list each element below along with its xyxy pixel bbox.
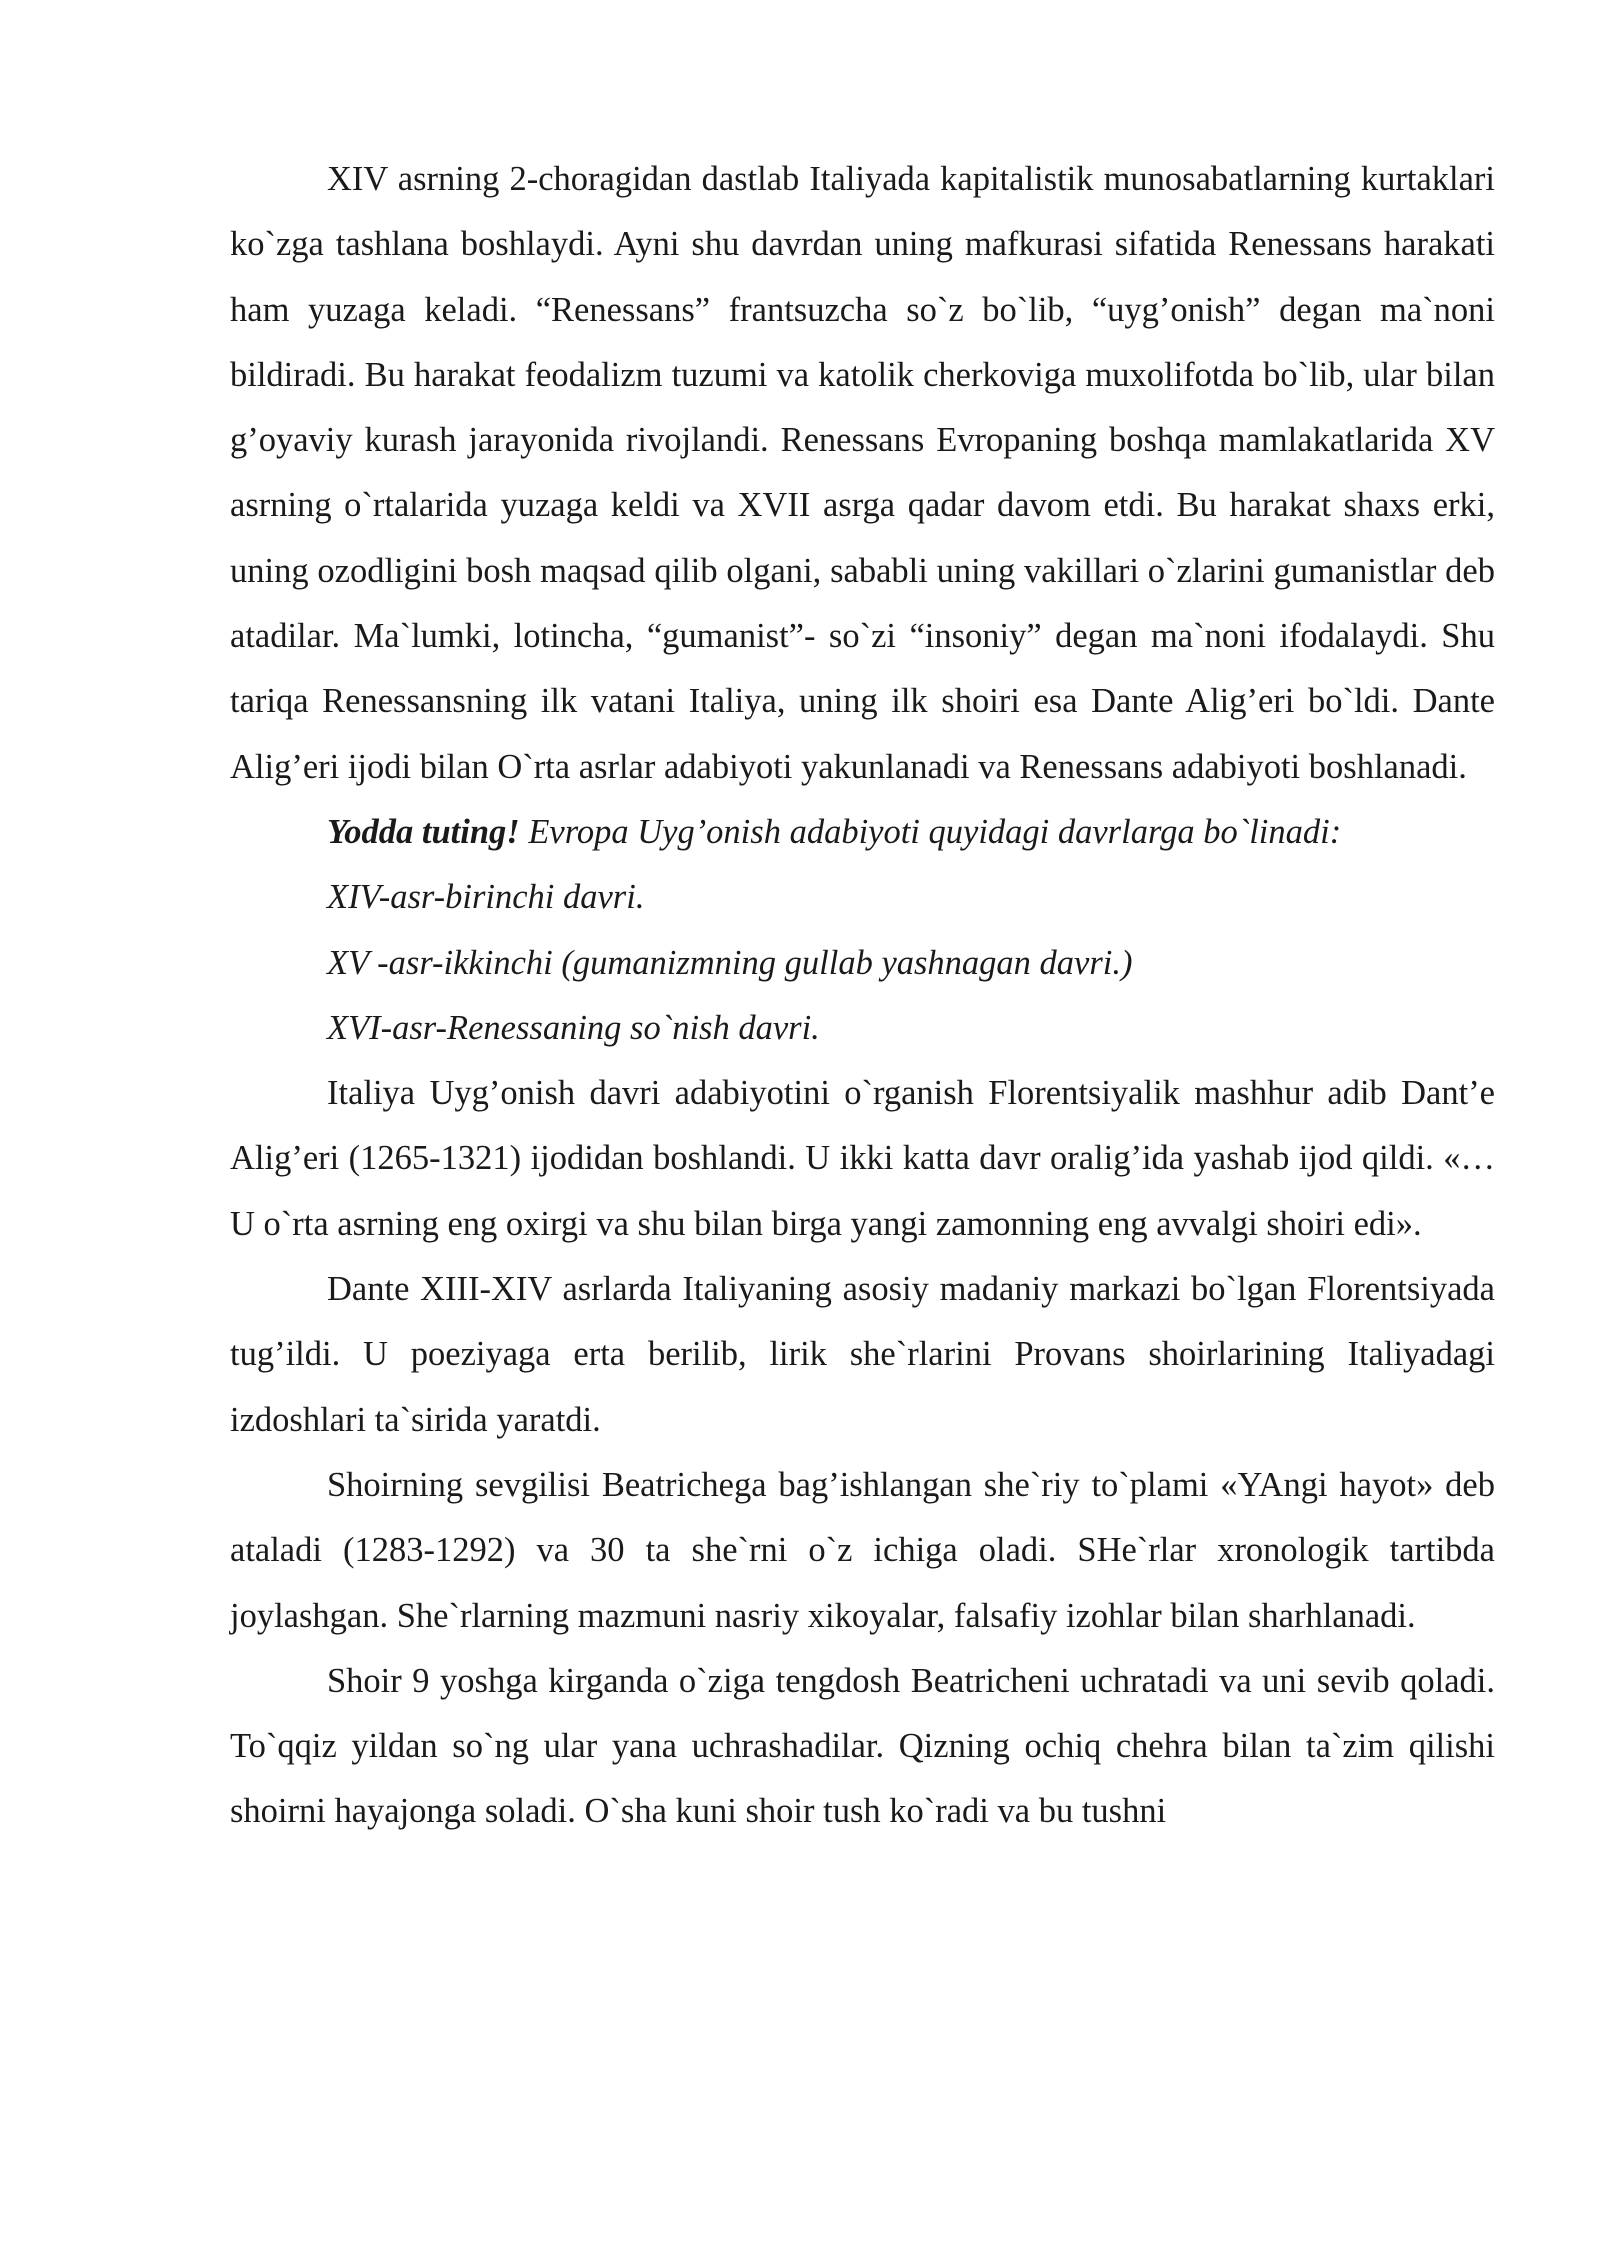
paragraph-beatrice: Shoir 9 yoshga kirganda o`ziga tengdosh Beatricheni uchratadi va uni sevib qoladi. To`qqiz yildan so`ng ular yana uchrashadilar. Qizning ochiq chehra bilan ta`zim qilishi shoirni hayajonga soladi. O`sha kuni shoir tush ko`radi va bu tushni	[230, 1661, 1495, 1831]
note-paragraph	[230, 800, 1495, 865]
paragraph-dante-intro: Italiya Uyg’onish davri adabiyotini o`rganish Florentsiyalik mashhur adib Dant’e Alig’eri (1265-1321) ijodidan boshlandi. U ikki katta davr oralig’ida yashab ijod qildi. «… U o`rta asrning eng oxirgi va shu bilan birga yangi zamonning eng avvalgi shoiri edi».	[230, 1074, 1495, 1243]
document-body	[230, 147, 1495, 1845]
period-item: XVI-asr-Renessaning so`nish davri.	[327, 1008, 820, 1047]
period-item: XIV-asr-birinchi davri.	[327, 878, 645, 917]
note-label: Yodda tuting!	[327, 812, 520, 851]
paragraph-renaissance-origin: XIV asrning 2-choragidan dastlab Italiyada kapitalistik munosabatlarning kurtaklari ko`zga tashlana boshlaydi. Ayni shu davrdan uning mafkurasi sifatida Renessans harakati ham yuzaga keladi. “Renessans” frantsuzcha so`z bo`lib, “uyg’onish” degan ma`noni bildiradi. Bu harakat feodalizm tuzumi va katolik cherkoviga muxolifotda bo`lib, ular bilan g’oyaviy kurash jarayonida rivojlandi. Renessans Evropaning boshqa mamlakatlarida XV asrning o`rtalarida yuzaga keldi va XVII asrga qadar davom etdi. Bu harakat shaxs erki, uning ozodligini bosh maqsad qilib olgani, sababli uning vakillari o`zlarini gumanistlar deb atadilar. Ma`lumki, lotincha, “gumanist”- so`zi “insoniy” degan ma`noni ifodalaydi. Shu tariqa Renessansning ilk vatani Italiya, uning ilk shoiri esa Dante Alig’eri bo`ldi. Dante Alig’eri ijodi bilan O`rta asrlar adabiyoti yakunlanadi va Renessans adabiyoti boshlanadi.	[230, 160, 1495, 786]
note-text: Evropa Uyg’onish adabiyoti quyidagi davrlarga bo`linadi:	[519, 812, 1342, 851]
paragraph-dante-birth: Dante XIII-XIV asrlarda Italiyaning asosiy madaniy markazi bo`lgan Florentsiyada tug’ildi. U poeziyaga erta berilib, lirik she`rlarini Provans shoirlarining Italiyadagi izdoshlari ta`sirida yaratdi.	[230, 1270, 1495, 1439]
period-item: XV -asr-ikkinchi (gumanizmning gullab yashnagan davri.)	[327, 943, 1133, 982]
paragraph-new-life: Shoirning sevgilisi Beatrichega bag’ishlangan she`riy to`plami «YAngi hayot» deb ataladi (1283-1292) va 30 ta she`rni o`z ichiga oladi. SHe`rlar xronologik tartibda joylashgan. She`rlarning mazmuni nasriy xikoyalar, falsafiy izohlar bilan sharhlanadi.	[230, 1465, 1495, 1635]
